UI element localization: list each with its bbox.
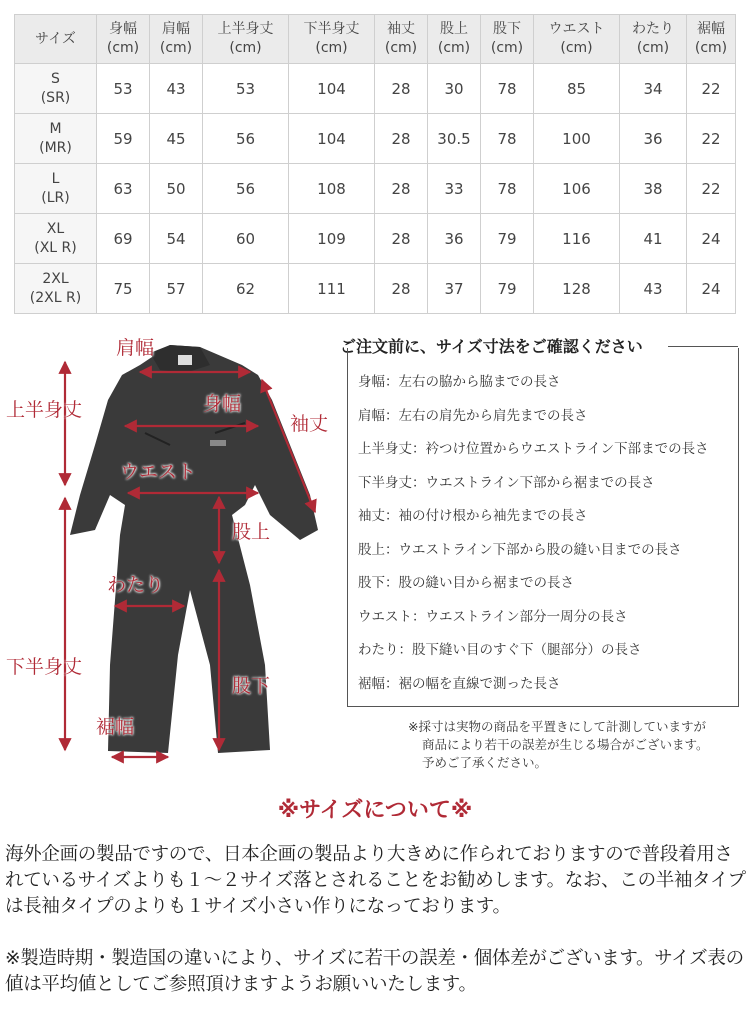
label-sleeve-length: 袖丈 [290,413,329,435]
table-row [15,64,736,114]
label-lower-body-length: 下半身丈 [6,656,83,678]
size-label: M [49,120,62,137]
size-cell [15,214,97,264]
value-cell: 69 [97,214,150,264]
header-thigh [620,15,687,64]
value-cell: 24 [687,214,736,264]
size-cell [15,264,97,314]
size-label: L [51,170,60,187]
header-label: 袖丈 [387,21,415,37]
value-cell: 24 [687,264,736,314]
header-size [15,15,97,64]
coverall-measurement-diagram [0,325,340,775]
header-unit: (cm) [106,40,140,56]
value-cell: 111 [289,264,375,314]
size-code: (XL R) [34,239,77,256]
measurement-note [408,718,709,772]
label-shoulder-width: 肩幅 [116,337,155,359]
label-chest-width: 身幅 [203,393,242,415]
header-label: わたり [632,21,674,37]
label-inseam: 股下 [232,675,271,697]
label-waist: ウエスト [120,461,197,483]
value-cell: 54 [150,214,203,264]
value-cell: 79 [481,214,534,264]
value-cell: 78 [481,64,534,114]
value-cell: 63 [97,164,150,214]
value-cell: 41 [620,214,687,264]
label-upper-body-length: 上半身丈 [6,399,83,421]
definition-hem: 裾幅：裾の幅を直線で測った長さ [358,675,561,692]
about-size-title: ※サイズについて※ [277,798,473,823]
value-cell: 78 [481,164,534,214]
value-cell: 36 [428,214,481,264]
value-cell: 100 [534,114,620,164]
header-label: ウエスト [548,21,605,37]
header-inseam [481,15,534,64]
value-cell: 37 [428,264,481,314]
header-rise [428,15,481,64]
value-cell: 79 [481,264,534,314]
definition-waist: ウエスト：ウエストライン部分一周分の長さ [358,608,628,625]
value-cell: 50 [150,164,203,214]
header-unit: (cm) [490,40,524,56]
header-hem [687,15,736,64]
value-cell: 28 [375,114,428,164]
size-code: (LR) [41,189,70,206]
value-cell: 33 [428,164,481,214]
value-cell: 104 [289,114,375,164]
value-cell: 116 [534,214,620,264]
value-cell: 30 [428,64,481,114]
value-cell: 104 [289,64,375,114]
definition-thigh: わたり：股下縫い目のすぐ下（腿部分）の長さ [358,642,642,658]
definition-upper-length: 上半身丈：衿つけ位置からウエストライン下部までの長さ [358,441,709,457]
value-cell: 22 [687,64,736,114]
header-chest [97,15,150,64]
size-label: S [51,70,60,87]
header-unit: (cm) [694,40,728,56]
value-cell: 53 [203,64,289,114]
definition-shoulder: 肩幅：左右の肩先から肩先までの長さ [358,407,588,424]
value-cell: 43 [620,264,687,314]
definition-rise: 股上：ウエストライン下部から股の縫い目までの長さ [358,541,682,558]
value-cell: 108 [289,164,375,214]
value-cell: 62 [203,264,289,314]
coverall-illustration-icon [0,325,340,775]
value-cell: 56 [203,114,289,164]
value-cell: 78 [481,114,534,164]
value-cell: 85 [534,64,620,114]
value-cell: 128 [534,264,620,314]
header-unit: (cm) [315,40,348,56]
header-unit: (cm) [437,40,471,56]
label-rise: 股上 [232,521,271,543]
value-cell: 106 [534,164,620,214]
label-thigh: わたり [107,574,165,596]
size-cell [15,64,97,114]
size-code: (MR) [39,139,72,156]
value-cell: 28 [375,264,428,314]
value-cell: 45 [150,114,203,164]
header-label: 股上 [440,21,468,37]
header-unit: (cm) [229,40,262,56]
definition-chest: 身幅：左右の脇から脇までの長さ [358,374,561,390]
size-label: XL [46,220,65,237]
size-code: (SR) [40,89,71,106]
value-cell: 34 [620,64,687,114]
value-cell: 36 [620,114,687,164]
header-lower-length [289,15,375,64]
header-unit: (cm) [384,40,418,56]
header-unit: (cm) [560,40,593,56]
value-cell: 53 [97,64,150,114]
header-label: サイズ [35,30,76,47]
header-unit: (cm) [159,40,193,56]
size-label: 2XL [42,270,69,287]
table-header-row [15,15,736,64]
coverall-body [70,345,318,753]
definition-inseam: 股下：股の縫い目から裾までの長さ [358,575,574,591]
header-label: 身幅 [109,21,137,37]
value-cell: 59 [97,114,150,164]
value-cell: 109 [289,214,375,264]
header-sleeve [375,15,428,64]
value-cell: 57 [150,264,203,314]
value-cell: 56 [203,164,289,214]
header-upper-length [203,15,289,64]
table-row [15,164,736,214]
value-cell: 22 [687,114,736,164]
value-cell: 30.5 [428,114,481,164]
value-cell: 43 [150,64,203,114]
header-label: 裾幅 [697,21,725,37]
header-waist [534,15,620,64]
note-line: 商品により若干の誤差が生じる場合がございます。 [422,737,709,752]
size-cell [15,114,97,164]
size-cell [15,164,97,214]
definition-sleeve: 袖丈：袖の付け根から袖先までの長さ [358,508,588,524]
value-cell: 75 [97,264,150,314]
note-line: 予めご了承ください。 [422,755,548,770]
header-label: 上半身丈 [217,21,274,37]
legend-box-border [668,346,738,347]
value-cell: 60 [203,214,289,264]
table-row [15,214,736,264]
value-cell: 22 [687,164,736,214]
about-size-body [5,842,747,1024]
measurement-definitions [358,370,709,705]
header-label: 下半身丈 [303,21,360,37]
about-size-paragraph: 海外企画の製品ですので、日本企画の製品より大きめに作られておりますので普段着用されているサイズよりも１～２サイズ落とされることをお勧めします。なお、この半袖タイプは長袖タイプのよりも１サイズ小さい作りになっております。 [5,844,746,917]
table-row [15,114,736,164]
header-label: 股下 [493,21,521,37]
size-code: (2XL R) [29,289,82,306]
definition-lower-length: 下半身丈：ウエストライン下部から裾までの長さ [358,474,655,491]
size-table [14,14,736,314]
table-row [15,264,736,314]
about-size-paragraph: ※製造時期・製造国の違いにより、サイズに若干の誤差・個体差がございます。サイズ表の値は平均値としてご参照頂けますようお願いいたします。 [5,948,744,995]
value-cell: 28 [375,164,428,214]
header-unit: (cm) [636,40,670,56]
value-cell: 38 [620,164,687,214]
note-line: ※採寸は実物の商品を平置きにして計測していますが [408,719,706,734]
value-cell: 28 [375,214,428,264]
legend-title: ご注文前に、サイズ寸法をご確認ください [340,337,643,356]
header-shoulder [150,15,203,64]
header-label: 肩幅 [162,21,190,37]
label-hem-width: 裾幅 [96,716,135,738]
value-cell: 28 [375,64,428,114]
